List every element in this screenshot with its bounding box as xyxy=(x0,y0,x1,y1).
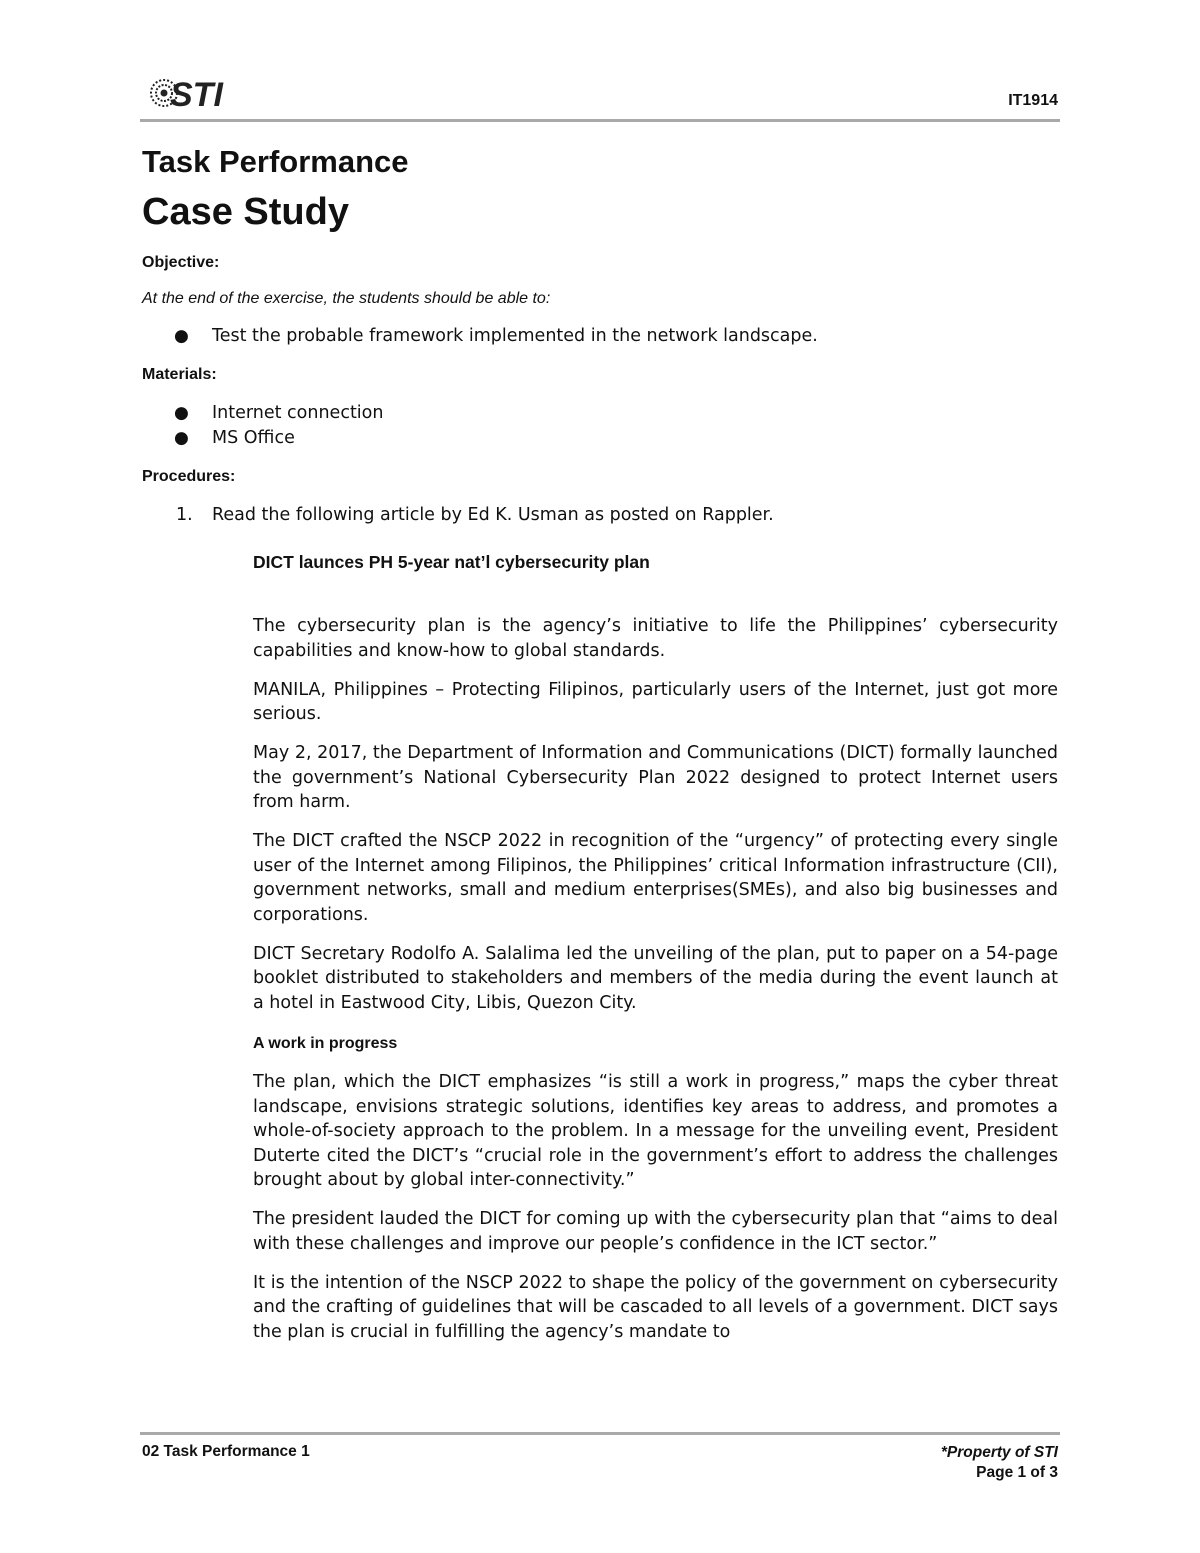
page-number: Page 1 of 3 xyxy=(976,1464,1058,1481)
article-paragraph: May 2, 2017, the Department of Information and Communications (DICT) formally launched the government’s National Cybersecurity Plan 2022 designed to protect Internet users from harm. xyxy=(253,743,1058,812)
footer-info xyxy=(941,1443,1058,1483)
bullet-icon: ● xyxy=(174,428,189,448)
page-subtitle: Case Study xyxy=(142,191,349,233)
article-paragraph: MANILA, Philippines – Protecting Filipinos, particularly users of the Internet, just got more serious. xyxy=(253,679,1058,724)
sti-logo xyxy=(150,73,238,113)
list-item: ● Internet connection xyxy=(142,401,1058,426)
sti-logo-icon xyxy=(150,73,238,113)
objective-list xyxy=(142,324,1058,349)
article-title: DICT launces PH 5-year nat’l cybersecurity plan xyxy=(253,552,650,572)
header-divider xyxy=(140,119,1060,122)
list-item: ● MS Office xyxy=(142,426,1058,451)
procedure-step: 1. Read the following article by Ed K. Usman as posted on Rappler. xyxy=(176,505,774,525)
article-paragraph: DICT Secretary Rodolfo A. Salalima led the unveiling of the plan, put to paper on a 54-page booklet distributed to stakeholders and members of the media during the event launch at a hotel in Eastwood City, Libis, Quezon City. xyxy=(253,943,1058,1013)
article-paragraph: The president lauded the DICT for coming up with the cybersecurity plan that “aims to deal with these challenges and improve our people’s confidence in the ICT sector.” xyxy=(253,1209,1058,1254)
footer-document-name: 02 Task Performance 1 xyxy=(142,1443,310,1460)
objective-intro: At the end of the exercise, the students should be able to: xyxy=(142,290,551,307)
bullet-icon: ● xyxy=(174,403,189,423)
article xyxy=(253,550,1058,1344)
page-title: Task Performance xyxy=(142,144,409,179)
article-paragraph: The DICT crafted the NSCP 2022 in recognition of the “urgency” of protecting every single user of the Internet among Filipinos, the Philippines’ critical Information infrastructure (CII), government networks, small and medium enterprises(SMEs), and also big businesses and corporations. xyxy=(253,831,1058,925)
materials-list xyxy=(142,401,1058,451)
logo-text: STI xyxy=(170,76,223,113)
objective-heading: Objective: xyxy=(142,254,220,271)
article-subheading: A work in progress xyxy=(253,1034,398,1052)
document-body xyxy=(142,140,1058,1359)
article-paragraph: The cybersecurity plan is the agency’s initiative to life the Philippines’ cybersecurity capabilities and know-how to global standards. xyxy=(253,616,1058,661)
materials-heading: Materials: xyxy=(142,366,217,383)
bullet-icon: ● xyxy=(174,326,189,346)
procedures-heading: Procedures: xyxy=(142,468,236,485)
procedures-list xyxy=(142,503,1058,528)
list-item: ● Test the probable framework implemented in the network landscape. xyxy=(142,324,1058,349)
article-paragraph: The plan, which the DICT emphasizes “is still a work in progress,” maps the cyber threat landscape, envisions strategic solutions, identifies key areas to address, and promotes a whole-of-society approach to the problem. In a message for the unveiling event, President Duterte cited the DICT’s “crucial role in the government’s effort to address the challenges brought about by global inter-connectivity.” xyxy=(253,1072,1058,1190)
article-paragraph: It is the intention of the NSCP 2022 to shape the policy of the government on cybersecurity and the crafting of guidelines that will be cascaded to all levels of a government. DICT says the plan is crucial in fulfilling the agency’s mandate to xyxy=(253,1272,1058,1342)
property-notice: *Property of STI xyxy=(940,1444,1058,1461)
footer-divider xyxy=(140,1432,1060,1435)
course-code: IT1914 xyxy=(1008,92,1058,109)
